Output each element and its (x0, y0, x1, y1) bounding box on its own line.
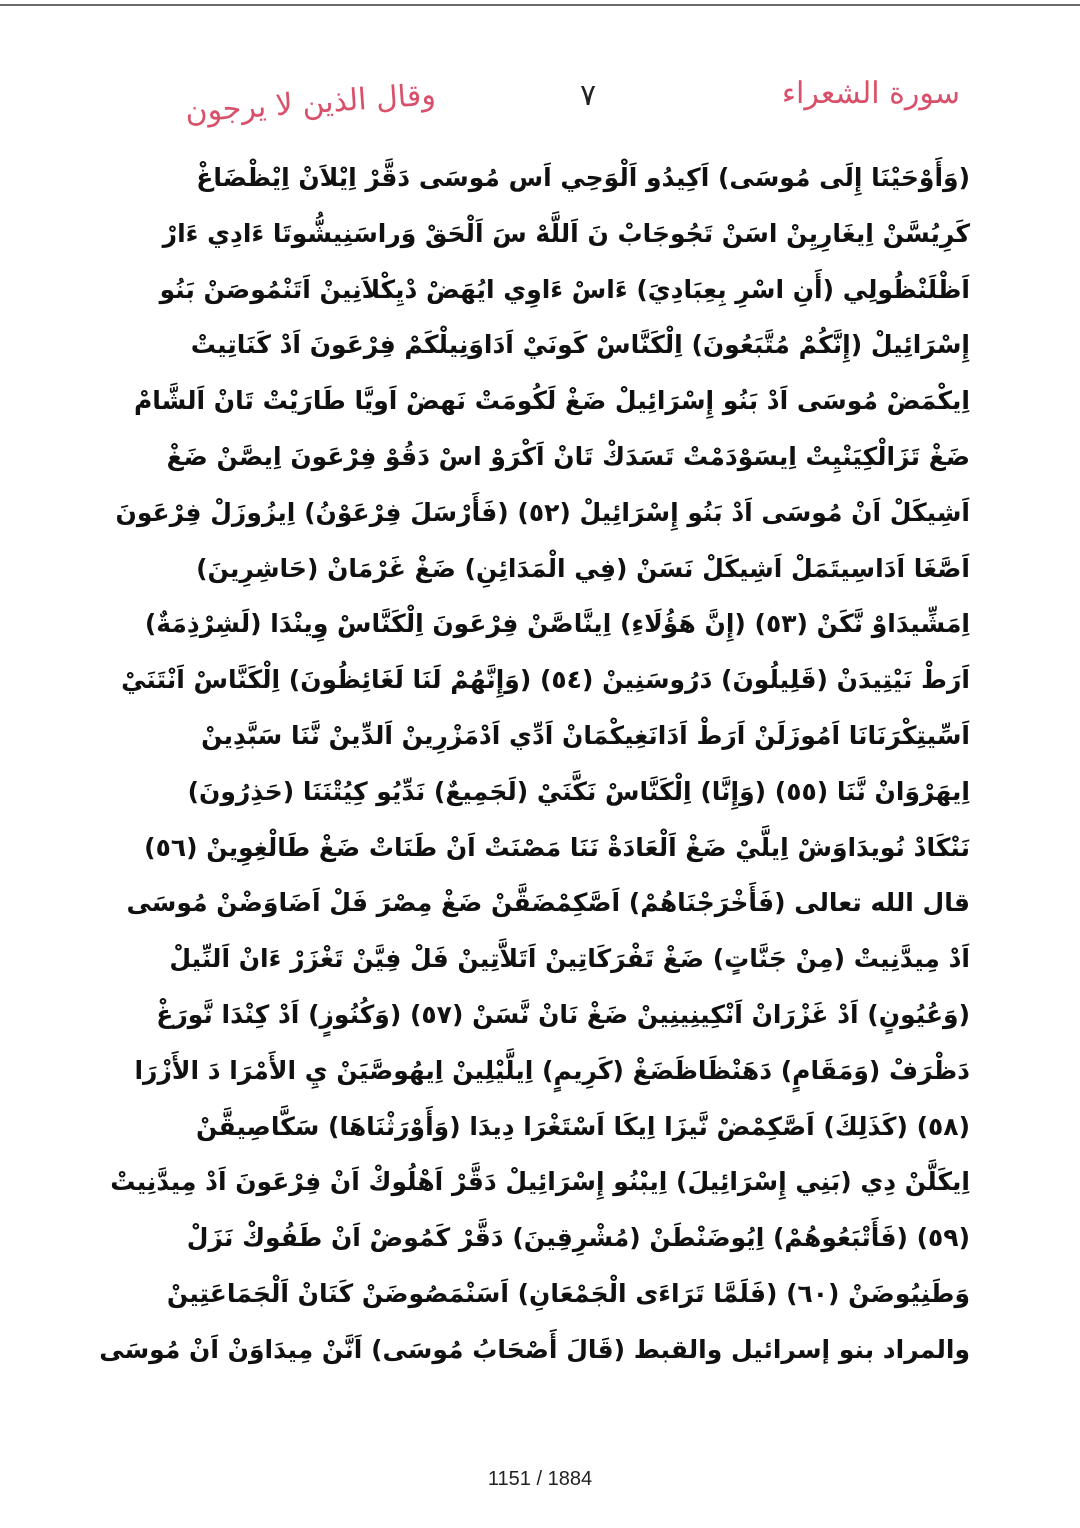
text-line: (٥٩) (فَأَتْبَعُوهُمْ) اِيُوضَنْطَنْ (مُشْرِقِينَ) دَقَّرْ كَمُوضْ اَنْ طَفُوكْ نَزَلْ (186, 1223, 970, 1253)
text-line: اَسِّيتِكْرَنَانَا اَمُوزَلَنْ اَرَطْ اَدَانَغِيكْمَانْ اَدِّي اَدْمَزْرِينْ اَلدِّينْ نَّنَا سَبَّدِينْ (201, 720, 970, 750)
text-line: اِمَشِّيدَاوْ نَّكَنْ (٥٣) (إِنَّ هَؤُلَاءِ) اِينَّاصَّنْ فِرْعَونَ اِلْكَنَّاسْ وِينْدَا (لَشِرْذِمَةٌ) (144, 609, 970, 639)
text-line: إِسْرَائِيلْ (إِنَّكُمْ مُتَّبَعُونَ) اِلْكَنَّاسْ كَونَيْ اَدَاوَنِيلْكَمْ فِرْعَونَ اَدْ كَنَاتِيتْ (190, 330, 970, 360)
text-line: اِيكَلَّنْ دِي (بَنِي إِسْرَائِيلَ) اِيبْنُو إِسْرَائِيلْ دَقَّرْ اَهْلُوكْ اَنْ فِرْعَونَ اَدْ مِيدَّنِيتْ (110, 1167, 970, 1197)
text-line: (وَعُيُونٍ) اَدْ غَزْرَانْ اَنْكِينِينِينْ ضَغْ نَانْ نَّسَنْ (٥٧) (وَكُنُوزٍ) اَدْ كِنْدَا نَّورَغْ (156, 999, 970, 1029)
text-line: نَنْكَادْ نُويدَاوَشْ اِيلَّيْ ضَغْ اَلْعَادَةْ نَنَا مَصْنَتْ اَنْ طَنَاتْ ضَغْ طَالْغِوِينْ (٥٦) (144, 832, 970, 862)
text-line: والمراد بنو إسرائيل والقبط (قَالَ أَصْحَابُ مُوسَى) اَنَّنْ مِيدَاوَنْ اَنْ مُوسَى (99, 1334, 970, 1364)
text-line: قال الله تعالى (فَأَخْرَجْنَاهُمْ) اَصَّكِمْضَقَّنْ ضَغْ مِصْرَ فَلْ اَضَاوَضْنْ مُوسَى (126, 888, 970, 918)
text-line: اَشِيكَلْ اَنْ مُوسَى اَدْ بَنُو إِسْرَائِيلْ (٥٢) (فَأَرْسَلَ فِرْعَوْنُ) اِيزُوزَلْ فِرْعَونَ (115, 497, 970, 527)
top-border-rule (0, 4, 1080, 6)
text-line: اَظْلَنْظُولِي (أَنِ اسْرِ بِعِبَادِيَ) ءَاسْ ءَاوِي ايُهَضْ دْيِكْلاَنِينْ اَتَنْمُوصَنْ بَنُو (159, 274, 970, 304)
text-line: اَصَّغَا اَدَاسِيتَمَلْ اَشِيكَلْ نَسَنْ (فِي الْمَدَائِنِ) ضَغْ غَرْمَانْ (حَاشِرِينَ) (196, 553, 970, 583)
text-line: (٥٨) (كَذَلِكَ) اَصَّكِمْضْ نَّيزَا اِيكَا اَسْتَغْرَا دِيدَا (وَأَوْرَثْنَاهَا) سَكَّاصِيقَّنْ (195, 1111, 970, 1141)
text-line: وَطَنِيُوضَنْ (٦٠) (فَلَمَّا تَرَاءَى الْجَمْعَانِ) اَسَنْمَصُوضَنْ كَنَانْ اَلْجَمَاعَتِينْ (166, 1278, 970, 1308)
page-header (0, 70, 1080, 150)
text-line: ضَغْ تَزَالْكِيَنْيِتْ اِيسَوْدَمْتْ تَسَدَكْ تَانْ اَكْرَوْ اسْ دَقُوْ فِرْعَونَ اِيصَّنْ ضَغْ (166, 441, 970, 471)
verse-reference: وقال الذين لا يرجون (184, 77, 437, 130)
text-line: اِيكْمَضْ مُوسَى اَدْ بَنُو إِسْرَائِيلْ ضَغْ لَكُومَتْ نَهضْ اَويَّا طَارَيْتْ تَانْ اَلشَّامْ (133, 386, 970, 416)
text-line: كَرِيُسَّنْ اِيغَارِيِنْ اسَنْ تَجُوجَابْ نَ اَللَّهْ سَ اَلْحَقْ وَراسَنِيشُّوتَا ءَادِي ءَارْ (162, 218, 970, 248)
text-line: اِيهَرْوَانْ نَّنَا (٥٥) (وَإِنَّا) اِلْكَنَّاسْ نَكَّنَيْ (لَجَمِيعٌ) نَدِّيُو كِيُتْنَنَا (حَذِرُونَ) (187, 776, 970, 806)
text-line: اَرَطْ نَيْتِيدَنْ (قَلِيلُونَ) دَرُوسَنِينْ (٥٤) (وَإِنَّهُمْ لَنَا لَغَائِظُونَ) اِلْكَنَّاسْ اَنْتَنَيْ (121, 665, 970, 695)
tafsir-body (99, 150, 970, 1378)
text-line: اَدْ مِيدَّنِيتْ (مِنْ جَنَّاتٍ) ضَغْ تَفْرَكَاتِينْ اَتَلاَّتِينْ فَلْ فِيَّنْ تَغْزَرْ ءَانْ اَلنِّيلْ (169, 944, 970, 974)
text-line: (وَأَوْحَيْنَا إِلَى مُوسَى) اَكِيدُو اَلْوَحِي اَس مُوسَى دَقَّرْ اِيْلاَنْ اِيْظْضَاغْ (196, 163, 970, 192)
page-number: ٧ (580, 78, 597, 113)
surah-title: سورة الشعراء (781, 76, 960, 111)
page-pagination: 1151 / 1884 (487, 1468, 593, 1490)
text-line: دَظْرَفْ (وَمَقَامٍ) دَهَنْظَاظَضَغْ (كَرِيمٍ) اِيلَّيْلِينْ اِيهُوصَّيَنْ يِ الأَمْرَا دَ الأَزْرَا (134, 1055, 970, 1085)
